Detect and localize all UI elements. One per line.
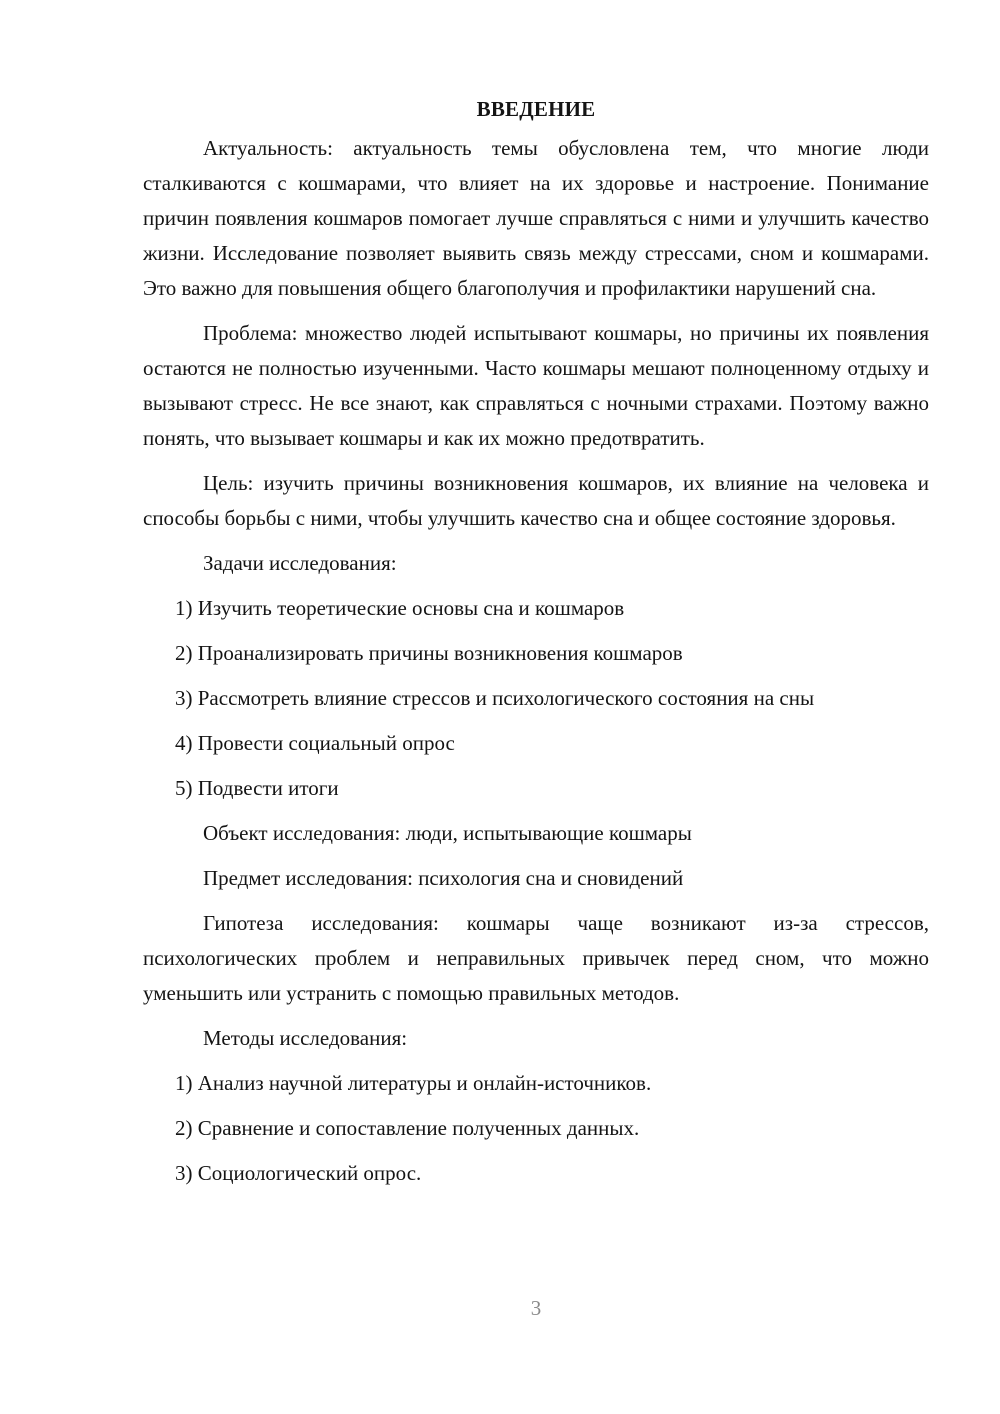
hypothesis-paragraph: Гипотеза исследования: кошмары чаще возникают из-за стрессов, психологических проблем и неправильных привычек перед сном, что можно уменьшить или устранить с помощью правильных методов.: [143, 911, 929, 1005]
object-paragraph: Объект исследования: люди, испытывающие кошмары: [203, 821, 692, 845]
list-item: 3) Социологический опрос.: [175, 1161, 422, 1185]
tasks-heading: Задачи исследования:: [203, 551, 397, 575]
goal-paragraph: Цель: изучить причины возникновения кошмаров, их влияние на человека и способы борьбы с ними, чтобы улучшить качество сна и общее состояние здоровья.: [143, 471, 929, 530]
page-number: 3: [530, 1296, 542, 1320]
subject-paragraph: Предмет исследования: психология сна и сновидений: [203, 866, 684, 890]
list-item: 4) Провести социальный опрос: [175, 731, 455, 755]
list-item: 5) Подвести итоги: [175, 776, 339, 800]
problem-paragraph: Проблема: множество людей испытывают кошмары, но причины их появления остаются не полностью изученными. Часто кошмары мешают полноценному отдыху и вызывают стресс. Не все знают, как справляться с ночными страхами. Поэтому важно понять, что вызывает кошмары и как их можно предотвратить.: [143, 321, 929, 450]
list-item: 2) Проанализировать причины возникновения кошмаров: [175, 641, 683, 665]
list-item: 2) Сравнение и сопоставление полученных данных.: [175, 1116, 640, 1140]
methods-heading: Методы исследования:: [203, 1026, 408, 1050]
page-title: ВВЕДЕНИЕ: [476, 97, 596, 121]
list-item: 3) Рассмотреть влияние стрессов и психологического состояния на сны: [175, 686, 815, 710]
methods-list: [143, 1066, 929, 1191]
relevance-paragraph: Актуальность: актуальность темы обусловлена тем, что многие люди сталкиваются с кошмарами, что влияет на их здоровье и настроение. Понимание причин появления кошмаров помогает лучше справляться с ними и улучшить качество жизни. Исследование позволяет выявить связь между стрессами, сном и кошмарами. Это важно для повышения общего благополучия и профилактики нарушений сна.: [143, 136, 929, 300]
list-item: 1) Анализ научной литературы и онлайн-источников.: [175, 1071, 652, 1095]
list-item: 1) Изучить теоретические основы сна и кошмаров: [175, 596, 625, 620]
tasks-list: [143, 591, 929, 806]
document-page: [143, 92, 929, 1201]
